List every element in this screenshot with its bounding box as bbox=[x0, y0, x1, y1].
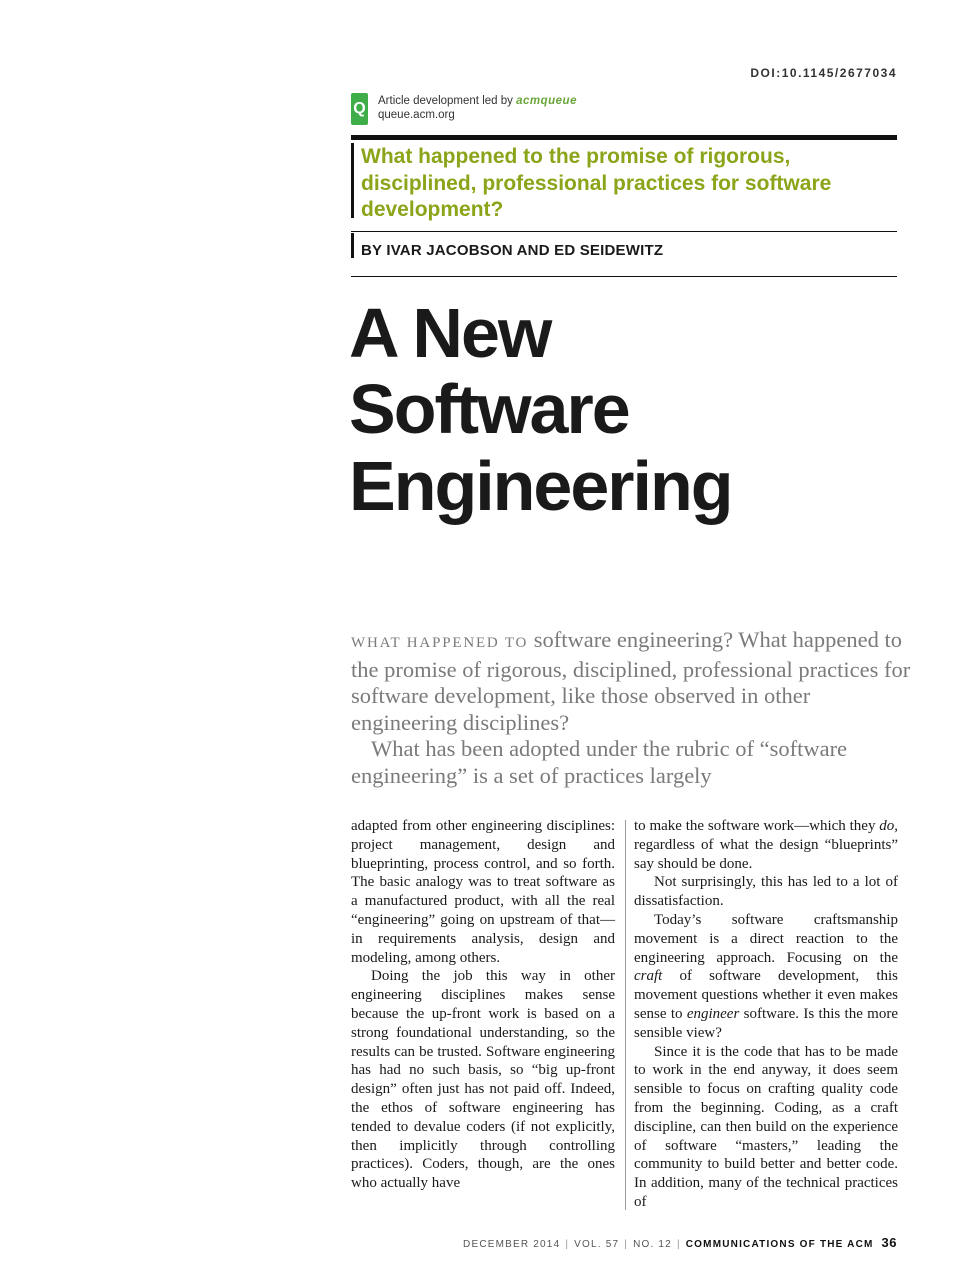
body-right-p3-a: Today’s software craftsmanship movement is a direct reaction to the engineering approach. Focusing on the bbox=[634, 911, 898, 966]
footer-separator: | bbox=[565, 1239, 570, 1250]
body-right-p3-em1: craft bbox=[634, 968, 663, 985]
doi-label: DOI:10.1145/2677034 bbox=[750, 66, 897, 80]
lead-p1-text: software engineering? What happened to the promise of rigorous, disciplined, professional practices for software development, like those observed in other engineering disciplines? bbox=[351, 627, 911, 735]
article-deck: What happened to the promise of rigorous, disciplined, professional practices for software development? bbox=[361, 145, 832, 221]
body-left-p2: Doing the job this way in other engineering disciplines makes sense because the up-front work is based on a strong foundational understanding, so the results can be trusted. Software engineering has had no such basis, so “big up-front design” often just has not paid off. Indeed, the ethos of software engineering has tended to devalue coders (if not explicitly, then implicitly through controlling practices). Coders, though, are the ones who actually have bbox=[351, 968, 615, 1192]
body-right-p3-c: software. Is this the more sensible view? bbox=[634, 1005, 898, 1041]
footer-volume: VOL. 57 bbox=[574, 1239, 620, 1250]
footer-date: DECEMBER 2014 bbox=[463, 1239, 561, 1250]
article-development-text: Article development led by bbox=[378, 95, 513, 107]
footer-page-number: 36 bbox=[881, 1235, 897, 1250]
byline-side-bar bbox=[351, 233, 354, 258]
body-right-p1 bbox=[634, 817, 898, 873]
byline-bottom-rule bbox=[351, 276, 897, 277]
body-right-p4: Since it is the code that has to be made to work in the end anyway, it does seem sensible to focus on crafting quality code from the beginning. Coding, as a craft discipline, can then build on the experience of software “masters,” leading the community to build better and better code. In addition, many of the technical practices of bbox=[634, 1043, 898, 1210]
title-line-2: Software bbox=[349, 370, 629, 448]
deck-side-bar bbox=[351, 143, 354, 218]
title-line-1: A New bbox=[349, 294, 551, 372]
acmqueue-logo: acmqueue bbox=[516, 95, 577, 107]
byline-rule bbox=[351, 231, 897, 232]
lead-p2: What has been adopted under the rubric of “software engineering” is a set of practices largely bbox=[351, 736, 848, 788]
page-footer bbox=[420, 1235, 897, 1250]
lead-p1 bbox=[351, 627, 911, 736]
body-right-p1-b: , regardless of what the design “blueprints” say should be done. bbox=[634, 818, 898, 872]
lead-paragraph bbox=[351, 627, 911, 789]
body-right-p3-b: of software development, this movement questions whether it even makes sense to bbox=[634, 968, 898, 1022]
body-right-p3 bbox=[634, 911, 898, 1043]
footer-journal: COMMUNICATIONS OF THE ACM bbox=[685, 1239, 874, 1250]
body-column-left bbox=[351, 817, 615, 1193]
body-right-p1-em: do bbox=[879, 818, 895, 834]
byline: BY IVAR JACOBSON AND ED SEIDEWITZ bbox=[361, 242, 664, 259]
lead-smallcaps: WHAT HAPPENED TO bbox=[351, 635, 529, 651]
footer-separator: | bbox=[624, 1239, 629, 1250]
footer-number: NO. 12 bbox=[633, 1239, 672, 1250]
column-separator bbox=[625, 820, 626, 1210]
body-right-p1-a: to make the software work—which they bbox=[634, 818, 880, 834]
body-right-p2: Not surprisingly, this has led to a lot of dissatisfaction. bbox=[634, 874, 898, 910]
top-rule bbox=[351, 135, 897, 140]
queue-url-link[interactable]: queue.acm.org bbox=[378, 109, 455, 121]
body-column-right bbox=[634, 817, 898, 1212]
article-development-note bbox=[378, 94, 577, 108]
title-line-3: Engineering bbox=[349, 447, 732, 525]
body-right-p3-em2: engineer bbox=[686, 1005, 740, 1022]
queue-badge-icon: Q bbox=[351, 93, 368, 125]
footer-separator: | bbox=[676, 1239, 681, 1250]
body-left-p1: adapted from other engineering disciplines: project management, design and blueprinting, process control, and so forth. The basic analogy was to treat software as a manufactured product, with all the real “engineering” going on upstream of that—in requirements analysis, design and modeling, among others. bbox=[351, 818, 615, 966]
